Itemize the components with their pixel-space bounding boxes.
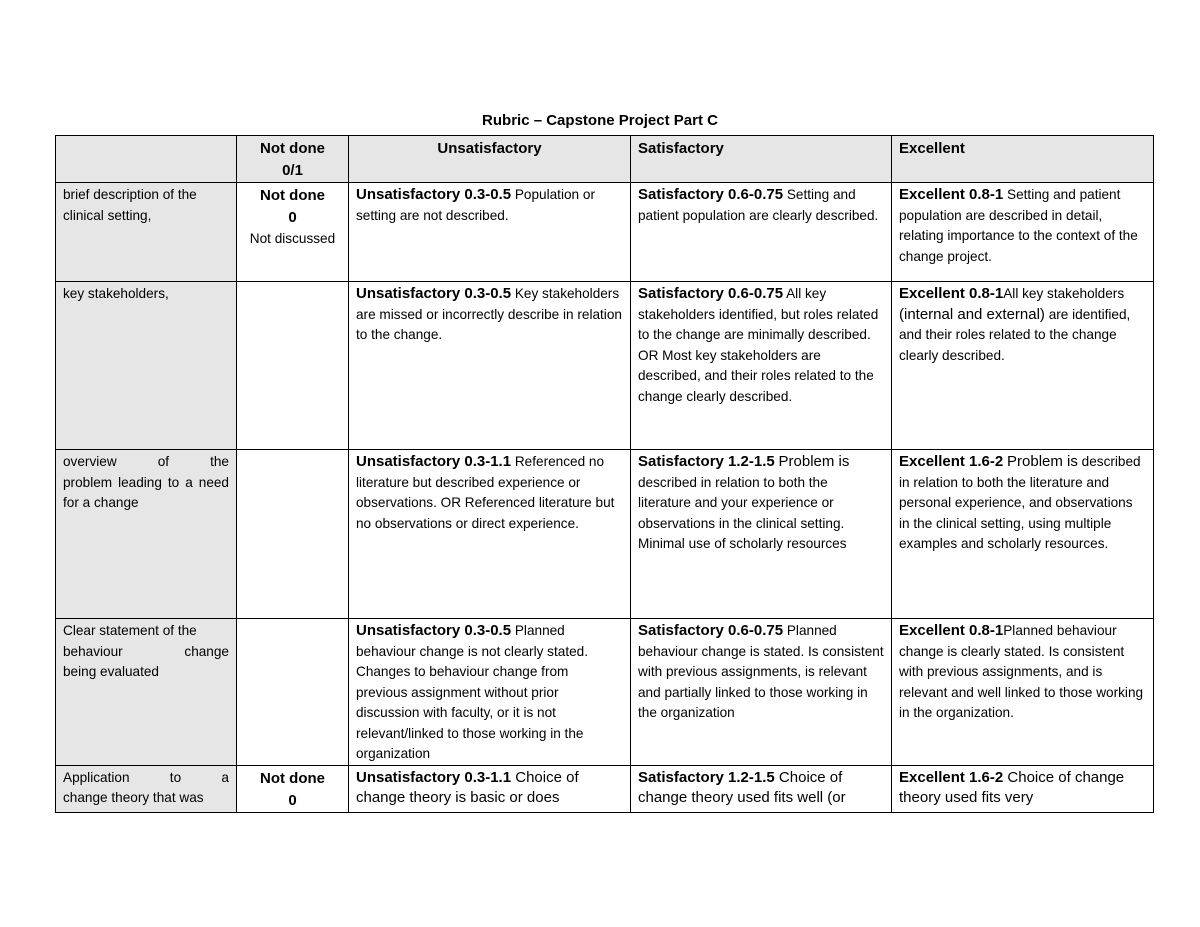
not-done-score: 0 (288, 209, 297, 226)
level-label: Excellent 0.8-1 (899, 622, 1004, 639)
level-text: Setting and patient population are described in detail, relating importance to the context of the change project. (899, 187, 1138, 264)
criterion-line (63, 452, 229, 473)
not-done-cell (237, 619, 349, 766)
criterion-cell (56, 619, 237, 766)
table-row (56, 619, 1154, 766)
level-label: Excellent 1.6-2 (899, 453, 1004, 470)
excellent-cell (892, 619, 1154, 766)
level-label: Unsatisfactory 0.3-0.5 (356, 186, 512, 203)
level-label: Excellent 0.8-1 (899, 285, 1004, 302)
level-label: Satisfactory 1.2-1.5 (638, 768, 775, 786)
header-criteria (56, 136, 237, 183)
criterion-word: overview (63, 454, 117, 469)
satisfactory-cell (631, 765, 892, 812)
criterion-cell: brief description of the clinical setting, (56, 183, 237, 282)
level-text: Population or setting are not described. (356, 187, 595, 223)
unsatisfactory-cell (349, 282, 631, 450)
criterion-line: Clear statement of the (63, 623, 197, 638)
criterion-cell (56, 450, 237, 619)
level-text: are identified, and their roles related to the change clearly described. (899, 306, 1131, 363)
level-label: Excellent 0.8-1 (899, 186, 1004, 203)
level-text-emphasis: Problem is (1007, 453, 1078, 470)
table-row (56, 282, 1154, 450)
level-text: described in relation to both the literature and personal experience, and observations in the clinical setting, using multiple examples and scholarly resources. (899, 454, 1141, 551)
level-text: described in relation to both the literature and your experience or observations in the clinical setting. Minimal use of scholarly resources (638, 474, 847, 551)
level-text: Referenced no literature but described experience or observations. OR Referenced literature but no observations or direct experience. (356, 454, 615, 531)
header-satisfactory: Satisfactory (631, 136, 892, 183)
header-row (56, 136, 1154, 183)
level-label: Satisfactory 0.6-0.75 (638, 285, 784, 302)
header-unsatisfactory: Unsatisfactory (349, 136, 631, 183)
unsatisfactory-cell (349, 450, 631, 619)
not-done-cell (237, 282, 349, 450)
criterion-line: being evaluated (63, 664, 159, 679)
satisfactory-cell (631, 183, 892, 282)
criterion-word: the (210, 454, 229, 469)
level-text-emphasis: (internal and external) (899, 305, 1045, 323)
criterion-cell (56, 765, 237, 812)
level-text: Choice of change theory used fits well (or (638, 768, 846, 806)
criterion-word: of (157, 454, 170, 469)
unsatisfactory-cell (349, 765, 631, 812)
level-label: Satisfactory 0.6-0.75 (638, 186, 784, 203)
level-text: Choice of change theory used fits very (899, 768, 1125, 806)
not-done-cell (237, 450, 349, 619)
excellent-cell (892, 450, 1154, 619)
level-text-emphasis: Problem is (778, 453, 850, 470)
unsatisfactory-cell (349, 619, 631, 766)
level-text: All key stakeholders identified, but roles related to the change are minimally described. OR Most key stakeholders are described, and their roles related to the change clearly described. (638, 286, 879, 404)
header-not-done (237, 136, 349, 183)
level-label: Unsatisfactory 0.3-0.5 (356, 285, 512, 302)
header-excellent: Excellent (892, 136, 1154, 183)
level-text: Key stakeholders are missed or incorrectly describe in relation to the change. (356, 286, 622, 342)
level-label: Satisfactory 1.2-1.5 (638, 453, 775, 470)
criterion-line: change theory that was (63, 790, 204, 805)
not-done-note: Not discussed (249, 231, 336, 246)
level-text: Planned behaviour change is clearly stated. Is consistent with previous assignments, and is relevant and well linked to those working in the organization. (899, 623, 1144, 720)
header-not-done-score: 0/1 (282, 162, 303, 179)
excellent-cell (892, 765, 1154, 812)
rubric-table (55, 135, 1154, 813)
level-text: Planned behaviour change is not clearly stated. Changes to behaviour change from previous assignment without prior discussion with faculty, or it is not relevant/linked to those working in the organization (356, 623, 588, 761)
level-text: All key stakeholders (1003, 286, 1125, 301)
criterion-line: problem leading to a need for a change (63, 474, 229, 510)
level-label: Satisfactory 0.6-0.75 (638, 622, 784, 639)
criterion-line (63, 768, 229, 789)
table-row (56, 765, 1154, 812)
excellent-cell (892, 282, 1154, 450)
satisfactory-cell (631, 450, 892, 619)
page-title: Rubric – Capstone Project Part C (482, 112, 718, 129)
criterion-word: change (184, 643, 229, 659)
satisfactory-cell (631, 619, 892, 766)
criterion-word: a (221, 769, 229, 785)
satisfactory-cell (631, 282, 892, 450)
criterion-cell: key stakeholders, (56, 282, 237, 450)
criterion-word: to (169, 769, 182, 785)
unsatisfactory-cell (349, 183, 631, 282)
not-done-score: 0 (288, 791, 297, 809)
not-done-label: Not done (260, 187, 325, 204)
excellent-cell (892, 183, 1154, 282)
criterion-word: Application (63, 769, 130, 785)
level-text: Planned behaviour change is stated. Is consistent with previous assignments, is relevant and partially linked to those working in the organization (638, 623, 884, 720)
not-done-cell (237, 183, 349, 282)
header-not-done-label: Not done (260, 140, 325, 157)
level-text: Setting and patient population are clearly described. (638, 187, 879, 223)
table-row (56, 450, 1154, 619)
table-row (56, 183, 1154, 282)
level-text: Choice of change theory is basic or does (356, 768, 579, 806)
not-done-label: Not done (260, 769, 325, 787)
level-label: Excellent 1.6-2 (899, 768, 1004, 786)
criterion-word: behaviour (63, 643, 123, 659)
level-label: Unsatisfactory 0.3-0.5 (356, 622, 512, 639)
not-done-cell (237, 765, 349, 812)
level-label: Unsatisfactory 0.3-1.1 (356, 768, 512, 786)
criterion-line (63, 642, 229, 663)
level-label: Unsatisfactory 0.3-1.1 (356, 453, 512, 470)
